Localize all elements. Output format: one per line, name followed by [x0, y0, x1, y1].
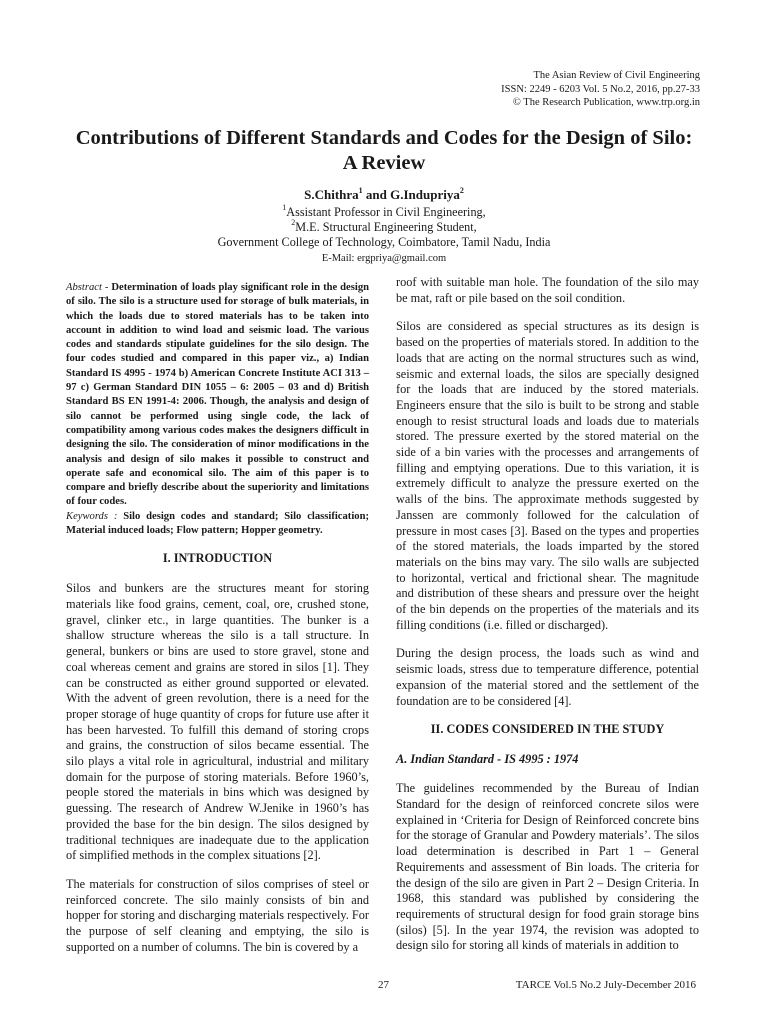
- institution: Government College of Technology, Coimbatore, Tamil Nadu, India: [217, 235, 551, 250]
- aff2-text: M.E. Structural Engineering Student,: [295, 220, 477, 235]
- intro-paragraph-2: The materials for construction of silos comprises of steel or reinforced concrete. The silo mainly consists of bin and hopper for storing and discharging materials respectively. For the purpose of self cleaning and emptying, the silo is supported on a number of columns. The bin is covered by a: [66, 877, 369, 954]
- journal-name: The Asian Review of Civil Engineering: [533, 70, 700, 81]
- right-paragraph-2: Silos are considered as special structures as its design is based on the properties of materials stored. In addition to the loads that are acting on the normal structures such as wind, seismic and external loads, the silos are specially designed for the loads that are induced by the stored materials. Engineers ensure that the silo is built to be strong and stable enough to resist structural loads and loads due to materials stored. The pressure exerted by the stored material on the side of a bin varies with the processes and arrangements of filling and emptying operations. Due to this variation, it is extremely difficult to analyze the pressure exerted on the walls of the bins. The approximate methods suggested by Janssen are commonly followed for the calculation of pressure in most cases [3]. Based on the types and properties of the stored materials, the loads imparted by the stored materials on the bins may vary. The silo walls are subjected to horizontal, vertical and frictional shear. The magnitude and distribution of these shears and pressure over the height of the bin depends on the properties of the materials and its filling conditions (i.e. filled or discharged).: [396, 319, 699, 632]
- right-paragraph-1: roof with suitable man hole. The foundation of the silo may be mat, raft or pile based on the soil condition.: [396, 275, 699, 305]
- right-paragraph-4: The guidelines recommended by the Bureau of Indian Standard for the design of reinforced concrete silos were explained in ‘Criteria for Design of Reinforced concrete bins for the storage of Granular and Powdery materials’. The silos load determination is described in Part 1 – General Requirements and assessment of Bin loads. The criteria for the design of the silo are given in Part 2 – Design Criteria. In 1968, this standard was published by considering the requirements of structural design for food grain storage bins (silos) [5]. In the year 1974, the revision was adopted to design silo for storing all kinds of materials in addition to: [396, 781, 699, 953]
- paper-title: [40, 126, 728, 176]
- section-heading-codes: II. CODES CONSIDERED IN THE STUDY: [430, 722, 665, 737]
- intro-paragraph-1: Silos and bunkers are the structures meant for storing materials like food grains, cement, coal, ore, crushed stone, gravel, clinker etc., in large quantities. The bunker is a shallow structure whereas the silo is a tall structure. In general, bunkers or bins are used to store gravel, stone and coal whereas cement and grains are stored in silos [1]. They can be constructed as either ground supported or elevated. With the advent of green revolution, there is a need for the proper storage of huge quantity of crops for future use after it has been harvested. To fulfill this demand of storing crops and grains, the construction of silos became essential. The silo plays a vital role in agricultural, industrial and military domain for the purpose of storing materials. Before 1960’s, people stored the materials in bins which was designed by guessing. The research of Andrew W.Jenike in 1960’s has provided the base for the bin design. The silos designed by traditional techniques are inadequate due to the application of simplified methods in the complex situations [2].: [66, 581, 369, 863]
- aff1-text: Assistant Professor in Civil Engineering,: [286, 205, 486, 219]
- author-2: G.Indupriya: [390, 187, 460, 202]
- subsection-heading-indian-standard: A. Indian Standard - IS 4995 : 1974: [396, 752, 579, 767]
- section-heading-introduction: I. INTRODUCTION: [162, 551, 273, 566]
- abstract: [66, 281, 369, 510]
- right-paragraph-3: During the design process, the loads such as wind and seismic loads, stress due to temperature difference, potential expansion of the material stored and the settlement of the foundation are to be considered [4].: [396, 646, 699, 708]
- footer-journal: TARCE Vol.5 No.2 July-December 2016: [515, 979, 696, 991]
- author-1-sup: 1: [358, 185, 363, 195]
- author-2-sup: 2: [459, 185, 464, 195]
- email-line: E-Mail: ergpriya@gmail.com: [321, 252, 447, 264]
- aff1-sup: 1: [282, 202, 287, 212]
- author-and: and: [362, 187, 391, 202]
- keywords-text: Silo design codes and standard; Silo classification; Material induced loads; Flow pattern; Hopper geometry.: [66, 510, 369, 537]
- issn-line: ISSN: 2249 - 6203 Vol. 5 No.2, 2016, pp.27-33: [501, 83, 700, 95]
- aff2-sup: 2: [291, 218, 296, 228]
- title-line-1: Contributions of Different Standards and Codes for the Design of Silo:: [75, 127, 693, 149]
- right-column: [396, 275, 699, 954]
- abstract-text: Determination of loads play significant role in the design of silo. The silo is a structure used for storage of bulk materials, in which the loads due to stored materials has to be taken into account in addition to wind load and seismic load. The various codes and standards stipulate guidelines for the silo design. The four codes studied and compared in this paper viz., a) Indian Standard IS 4995 - 1974 b) American Concrete Institute ACI 313 – 97 c) German Standard DIN 1055 – 6: 2005 – 03 and d) British Standard BS EN 1991-4: 2006. Though, the analysis and design of silo cannot be performed using single code, the lack of compatibility among various codes makes the designers difficult in designing the silo. The consideration of minor modifications in the analysis and design of silo makes it possible to construct and operate safe and economical silo. The aim of this paper is to compare and briefly describe about the superiority and limitations of four codes.: [66, 282, 370, 508]
- keywords: [66, 510, 369, 539]
- left-column: [66, 281, 369, 956]
- journal-header: [501, 69, 700, 110]
- keywords-label: Keywords :: [66, 510, 118, 522]
- affiliation-1: [40, 202, 728, 220]
- page-number: 27: [378, 979, 389, 991]
- author-1: S.Chithra: [304, 187, 359, 202]
- publisher-line: © The Research Publication, www.trp.org.in: [512, 97, 700, 109]
- title-line-2: A Review: [342, 152, 426, 174]
- author-list: [40, 187, 728, 203]
- affiliations: [40, 202, 728, 266]
- abstract-label: Abstract -: [66, 282, 109, 293]
- affiliation-2: [40, 220, 728, 235]
